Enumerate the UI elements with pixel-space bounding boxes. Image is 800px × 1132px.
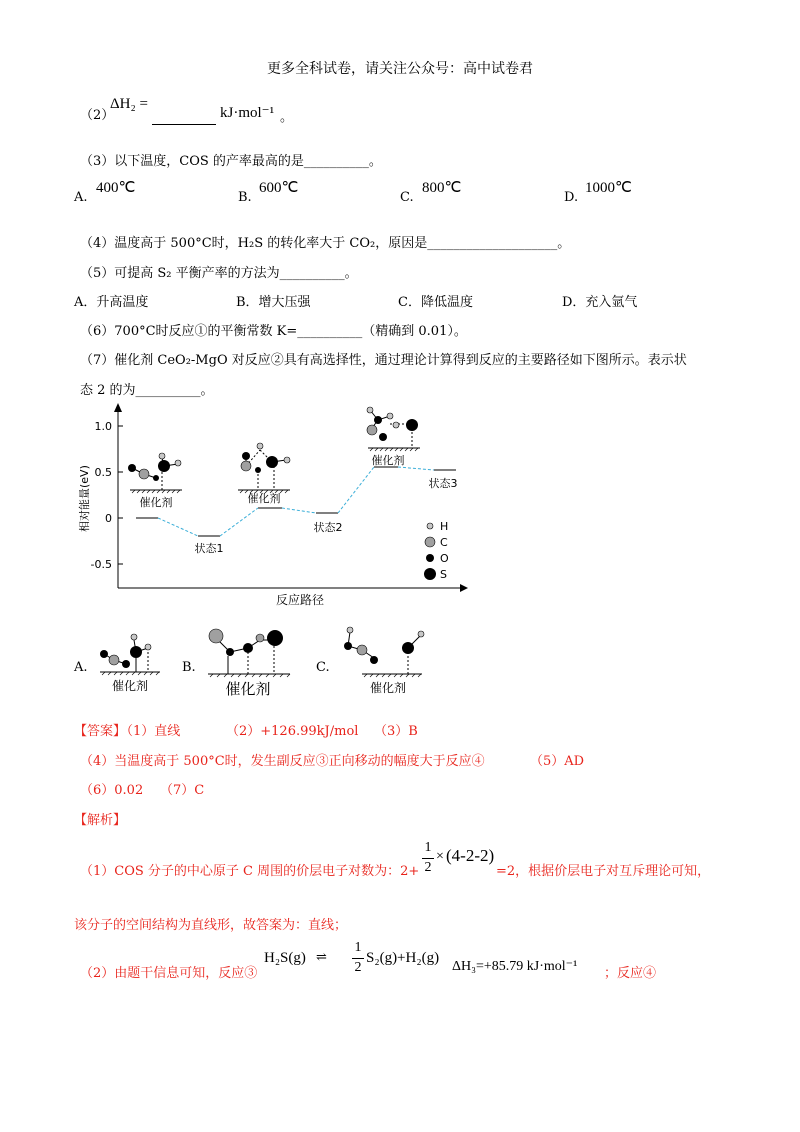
q2-number: （2）	[80, 108, 115, 123]
analysis-p1-paren: (4-2-2)	[446, 846, 495, 865]
q5-option-a: A．升高温度	[74, 295, 149, 310]
q5-option-b: B．增大压强	[236, 295, 311, 310]
q2-end: 。	[280, 110, 294, 125]
choice-b-letter: B.	[182, 660, 196, 675]
q3-option-d-letter: D.	[564, 190, 579, 205]
question-5: （5）可提高 S₂ 平衡产率的方法为__________。	[80, 266, 358, 281]
answer-7: （7）C	[160, 783, 205, 798]
analysis-p1-start: （1）COS 分子的中心原子 C 周围的价层电子对数为：2+	[80, 864, 420, 879]
legend-h-label: H	[440, 520, 449, 533]
catalyst-label: 催化剂	[247, 492, 281, 505]
analysis-p1-frac-num: 1	[424, 840, 432, 855]
answer-6: （6）0.02	[80, 783, 144, 798]
answer-3: （3）B	[374, 724, 418, 739]
choice-b-figure	[200, 624, 300, 700]
question-6: （6）700°C时反应①的平衡常数 K=__________（精确到 0.01）。	[80, 324, 467, 339]
legend-o-marker	[426, 554, 434, 562]
catalyst-label: 催化剂	[371, 454, 405, 467]
choice-a-letter: A.	[74, 660, 88, 675]
q2-expression: ΔH₂ =	[110, 96, 148, 112]
analysis-p3-dh: ΔH₃=+85.79 kJ·mol⁻¹	[452, 959, 578, 974]
legend-s-marker	[424, 568, 436, 580]
legend-s-label: S	[440, 568, 447, 581]
q5-option-d: D．充入氩气	[562, 295, 638, 310]
energy-diagram	[70, 400, 490, 610]
question-3: （3）以下温度，COS 的产率最高的是__________。	[80, 154, 382, 169]
answer-5: （5）AD	[530, 754, 585, 769]
choice-a-figure	[92, 628, 172, 698]
q2-answer-blank	[152, 110, 216, 125]
analysis-p3-frac-den: 2	[354, 960, 362, 975]
analysis-p3-rhs: S₂(g)+H₂(g)	[366, 950, 440, 966]
choice-c-figure	[336, 624, 436, 700]
analysis-p3-frac-bar	[352, 958, 364, 959]
y-axis-label: 相对能量(eV)	[78, 465, 91, 532]
atom-legend	[424, 520, 449, 581]
q3-option-d-value: 1000℃	[585, 180, 632, 196]
choice-b-catalyst: 催化剂	[225, 680, 271, 698]
y-tick-label: -0.5	[90, 558, 112, 571]
y-tick-label: 1.0	[94, 420, 112, 433]
answer-2: （2）+126.99kJ/mol	[226, 724, 359, 739]
analysis-p3-start: （2）由题干信息可知，反应③	[80, 966, 258, 981]
catalyst-label: 催化剂	[139, 496, 173, 509]
choice-c-catalyst: 催化剂	[369, 681, 407, 695]
page-header: 更多全科试卷，请关注公众号：高中试卷君	[267, 61, 533, 77]
analysis-p3-arrow: ⇌	[316, 950, 327, 965]
path-segment	[220, 508, 258, 536]
q5-option-c: C．降低温度	[398, 295, 473, 310]
path-segment	[398, 467, 434, 470]
molecule-initial	[128, 453, 181, 490]
q3-option-c-letter: C.	[400, 190, 414, 205]
analysis-tag: 【解析】	[74, 813, 127, 828]
legend-h-marker	[427, 523, 433, 529]
analysis-p1-frac-den: 2	[424, 860, 432, 875]
legend-c-marker	[425, 537, 435, 547]
q2-unit: kJ·mol⁻¹	[220, 105, 275, 121]
molecule-ts2	[367, 407, 418, 448]
analysis-p1-times: ×	[436, 849, 444, 864]
x-axis-label: 反应路径	[275, 593, 325, 607]
analysis-p2: 该分子的空间结构为直线形，故答案为：直线；	[74, 918, 348, 933]
x-axis-arrow	[460, 584, 468, 592]
path-segment	[282, 508, 316, 513]
choice-c-letter: C.	[316, 660, 330, 675]
question-4: （4）温度高于 500°C时，H₂S 的转化率大于 CO₂，原因是____________________。	[80, 236, 571, 251]
answer-tag: 【答案】	[74, 724, 127, 739]
molecule-ts1	[241, 443, 290, 490]
answer-1: （1）直线	[120, 724, 181, 739]
path-segment	[158, 518, 198, 536]
analysis-p3-frac-num: 1	[354, 940, 362, 955]
state1-label: 状态1	[194, 542, 224, 555]
answer-4: （4）当温度高于 500°C时，发生副反应③正向移动的幅度大于反应④	[80, 754, 485, 769]
question-7-line1: （7）催化剂 CeO₂-MgO 对反应②具有高选择性，通过理论计算得到反应的主要路径如下图所示。表示状	[80, 353, 687, 368]
state2-label: 状态2	[313, 521, 343, 534]
path-segment	[338, 467, 374, 513]
q3-option-a-value: 400℃	[96, 180, 136, 196]
y-tick-label: 0.5	[94, 466, 112, 479]
y-axis-arrow	[114, 403, 122, 412]
y-tick-label: 0	[105, 512, 112, 525]
analysis-p1-frac-bar	[422, 858, 434, 859]
analysis-p1-end: =2，根据价层电子对互斥理论可知，	[496, 864, 711, 879]
legend-c-label: C	[440, 536, 448, 549]
q3-option-a-letter: A.	[74, 190, 88, 205]
question-7-line2: 态 2 的为__________。	[80, 383, 214, 398]
q3-option-b-value: 600℃	[259, 180, 299, 196]
analysis-p3-end: ；反应④	[604, 966, 657, 981]
q3-option-b-letter: B.	[238, 190, 252, 205]
analysis-p3-lhs: H₂S(g)	[264, 950, 306, 966]
choice-a-catalyst: 催化剂	[111, 679, 149, 693]
state3-label: 状态3	[428, 477, 458, 490]
legend-o-label: O	[440, 552, 449, 565]
q3-option-c-value: 800℃	[422, 180, 462, 196]
